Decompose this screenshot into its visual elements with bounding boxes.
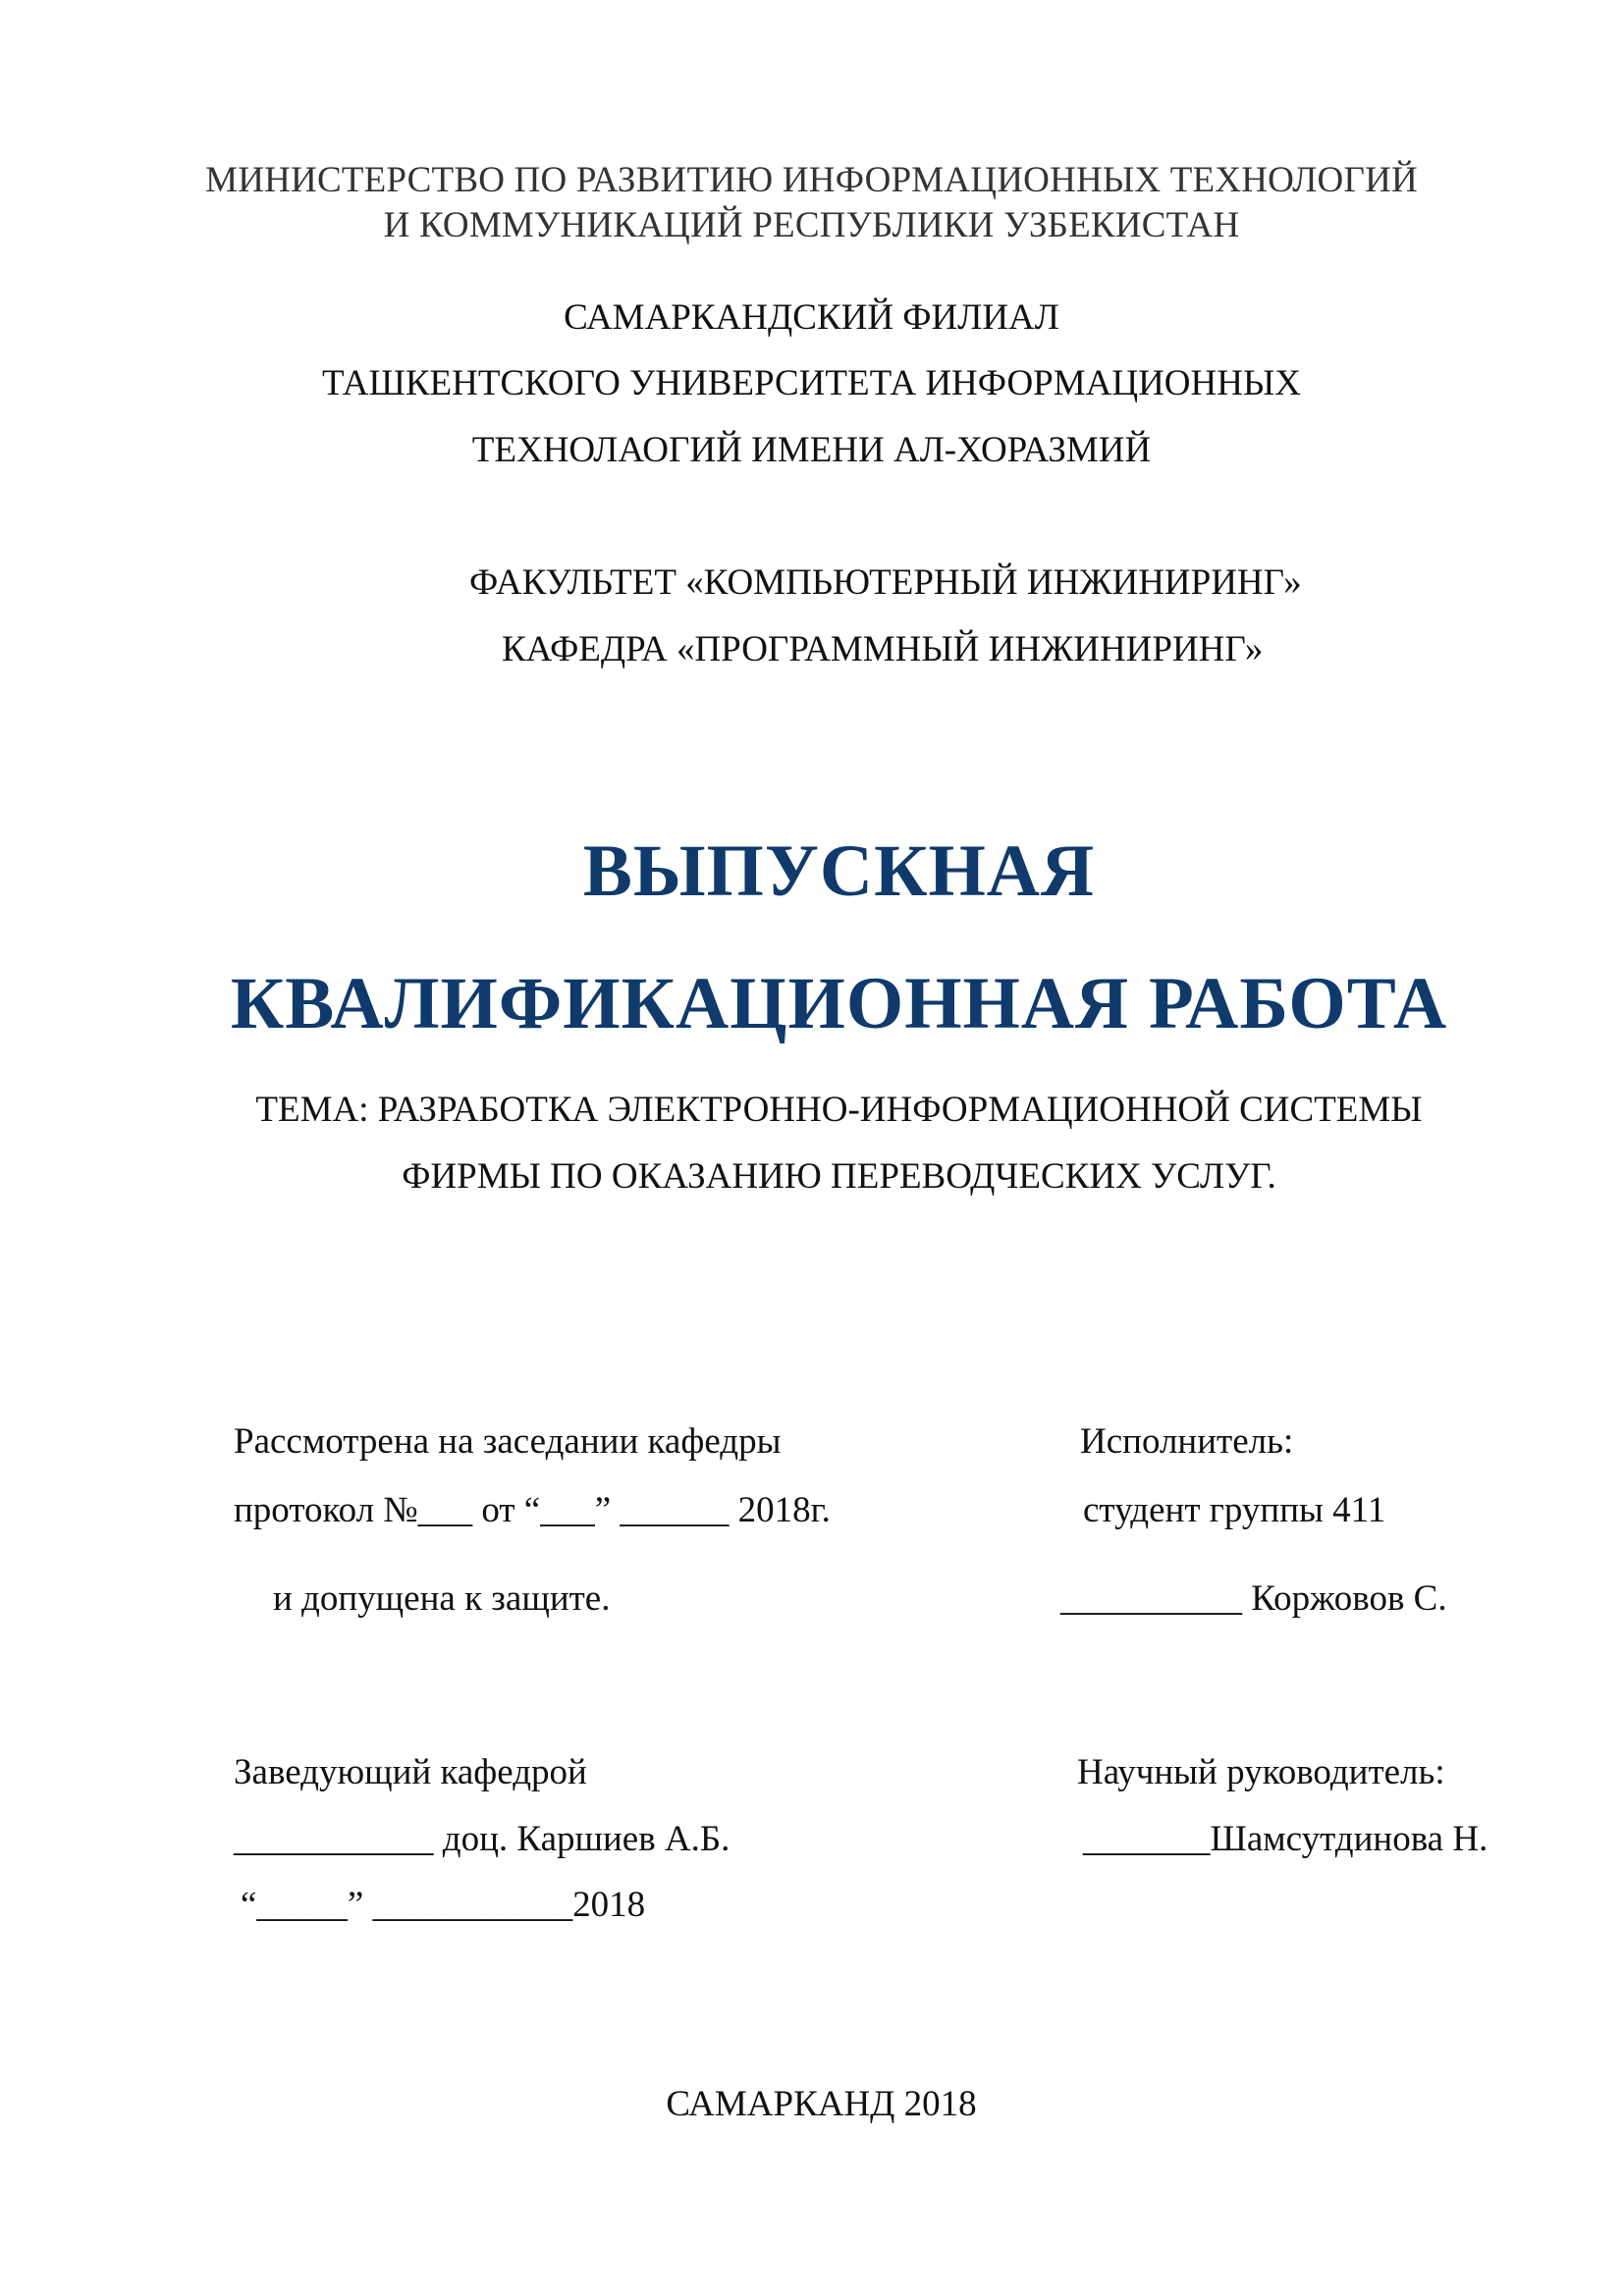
reviewed-text: Рассмотрена на заседании кафедры	[234, 1421, 782, 1462]
head-of-department-signature: ___________ доц. Каршиев А.Б.	[234, 1819, 730, 1859]
branch-line-3: ТЕХНОЛАОГИЙ ИМЕНИ АЛ-ХОРАЗМИЙ	[471, 430, 1152, 470]
ministry-line-1: МИНИСТЕРСТВО ПО РАЗВИТИЮ ИНФОРМАЦИОННЫХ ТЕХНОЛОГИЙ	[205, 160, 1418, 200]
faculty-name: ФАКУЛЬТЕТ «КОМПЬЮТЕРНЫЙ ИНЖИНИРИНГ»	[469, 562, 1302, 603]
head-of-department-title: Заведующий кафедрой	[234, 1752, 587, 1792]
protocol-text: протокол №___ от “___” ______ 2018г.	[234, 1490, 831, 1530]
ministry-line-2: И КОММУНИКАЦИЙ РЕСПУБЛИКИ УЗБЕКИСТАН	[383, 205, 1240, 245]
executor-signature: __________ Коржовов С.	[1060, 1578, 1447, 1619]
department-name: КАФЕДРА «ПРОГРАММНЫЙ ИНЖИНИРИНГ»	[502, 629, 1264, 669]
document-title-line-2: КВАЛИФИКАЦИОННАЯ РАБОТА	[230, 963, 1448, 1044]
branch-line-1: САМАРКАНДСКИЙ ФИЛИАЛ	[564, 297, 1059, 338]
branch-line-2: ТАШКЕНТСКОГО УНИВЕРСИТЕТА ИНФОРМАЦИОННЫХ	[322, 363, 1301, 403]
document-title-line-1: ВЫПУСКНАЯ	[582, 830, 1096, 912]
executor-title: Исполнитель:	[1080, 1421, 1294, 1462]
supervisor-signature: _______Шамсутдинова Н.	[1083, 1819, 1488, 1859]
theme-line-2: ФИРМЫ ПО ОКАЗАНИЮ ПЕРЕВОДЧЕСКИХ УСЛУГ.	[402, 1156, 1276, 1197]
supervisor-title: Научный руководитель:	[1077, 1752, 1445, 1792]
city-year: САМАРКАНД 2018	[666, 2084, 977, 2124]
head-of-department-date: “_____” ___________2018	[241, 1885, 646, 1925]
executor-group: студент группы 411	[1083, 1490, 1386, 1530]
theme-line-1: ТЕМА: РАЗРАБОТКА ЭЛЕКТРОННО-ИНФОРМАЦИОННОЙ СИСТЕМЫ	[255, 1090, 1423, 1130]
admitted-text: и допущена к защите.	[273, 1578, 611, 1619]
